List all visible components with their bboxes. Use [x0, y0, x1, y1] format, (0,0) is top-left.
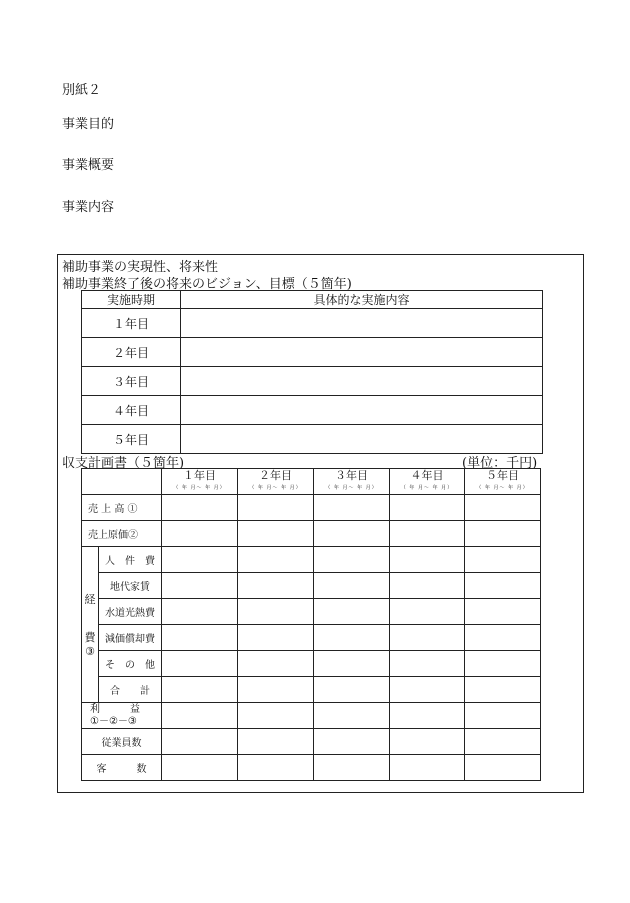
budget-cell[interactable] — [314, 755, 390, 781]
budget-period-note: （ 年 月～ 年 月） — [173, 485, 226, 491]
feasibility-title: 補助事業の実現性、将来性 — [62, 260, 219, 275]
budget-cell[interactable] — [314, 573, 390, 599]
budget-cell[interactable] — [390, 625, 465, 651]
budget-year-2 — [238, 469, 314, 495]
table-row — [82, 547, 541, 573]
budget-cell[interactable] — [162, 625, 238, 651]
budget-cell[interactable] — [390, 677, 465, 703]
vision-content-cell[interactable] — [181, 425, 543, 454]
table-row — [82, 573, 541, 599]
profit-line-2: ①－②－③ — [90, 715, 137, 727]
budget-year-3 — [314, 469, 390, 495]
budget-cell[interactable] — [465, 729, 541, 755]
attachment-label: 別紙２ — [62, 83, 102, 98]
budget-cell[interactable] — [390, 729, 465, 755]
budget-cell[interactable] — [238, 677, 314, 703]
budget-cell[interactable] — [162, 651, 238, 677]
vision-year-5: ５年目 — [82, 425, 181, 454]
budget-cell[interactable] — [314, 547, 390, 573]
budget-cell[interactable] — [465, 703, 541, 729]
budget-cell[interactable] — [238, 755, 314, 781]
budget-cell[interactable] — [314, 599, 390, 625]
budget-year-1 — [162, 469, 238, 495]
expense-char: 経 — [84, 593, 96, 606]
budget-cell[interactable] — [390, 521, 465, 547]
vision-year-4: ４年目 — [82, 396, 181, 425]
budget-cell[interactable] — [465, 599, 541, 625]
vision-col-period: 実施時期 — [82, 291, 181, 309]
budget-cell[interactable] — [314, 651, 390, 677]
budget-cell[interactable] — [314, 677, 390, 703]
budget-cell[interactable] — [314, 495, 390, 521]
table-row — [82, 425, 543, 454]
budget-cell[interactable] — [162, 677, 238, 703]
budget-sales-label: 売 上 高 ① — [82, 495, 162, 521]
budget-cell[interactable] — [162, 495, 238, 521]
budget-year-5 — [465, 469, 541, 495]
budget-period-note: （ 年 月～ 年 月） — [325, 485, 378, 491]
budget-year-label: ５年目 — [486, 469, 519, 482]
budget-year-label: ３年目 — [335, 469, 368, 482]
table-row — [82, 677, 541, 703]
table-row — [82, 495, 541, 521]
budget-cell[interactable] — [162, 547, 238, 573]
vision-title: 補助事業終了後の将来のビジョン、目標（５箇年) — [62, 277, 352, 292]
budget-cell[interactable] — [390, 651, 465, 677]
profit-line-1: 利 益 — [90, 703, 140, 715]
section-overview-heading: 事業概要 — [62, 158, 115, 173]
table-row — [82, 651, 541, 677]
budget-cell[interactable] — [465, 547, 541, 573]
section-content-heading: 事業内容 — [62, 200, 115, 215]
table-row — [82, 729, 541, 755]
budget-cell[interactable] — [390, 755, 465, 781]
budget-period-note: （ 年 月～ 年 月） — [400, 485, 454, 491]
budget-cell[interactable] — [390, 547, 465, 573]
budget-header-row — [82, 469, 541, 495]
budget-unit: (単位：千円) — [462, 456, 538, 471]
budget-expense-label: 減価償却費 — [99, 625, 162, 651]
vision-content-cell[interactable] — [181, 396, 543, 425]
budget-cell[interactable] — [314, 625, 390, 651]
budget-cell[interactable] — [238, 521, 314, 547]
budget-year-label: ４年目 — [410, 469, 444, 482]
budget-year-4 — [390, 469, 465, 495]
budget-cell[interactable] — [314, 521, 390, 547]
budget-cell[interactable] — [465, 625, 541, 651]
budget-cell[interactable] — [238, 651, 314, 677]
budget-table — [81, 468, 541, 781]
budget-corner-cell — [82, 469, 162, 495]
vision-content-cell[interactable] — [181, 338, 543, 367]
budget-cell[interactable] — [465, 755, 541, 781]
budget-cell[interactable] — [162, 573, 238, 599]
table-row — [82, 703, 541, 729]
table-row — [82, 599, 541, 625]
budget-profit-label — [82, 703, 162, 729]
vision-col-content: 具体的な実施内容 — [181, 291, 543, 309]
vision-year-2: ２年目 — [82, 338, 181, 367]
budget-cell[interactable] — [162, 703, 238, 729]
budget-period-note: （ 年 月～ 年 月） — [249, 485, 302, 491]
vision-content-cell[interactable] — [181, 367, 543, 396]
table-row — [82, 625, 541, 651]
vision-year-3: ３年目 — [82, 367, 181, 396]
budget-expense-label: 水道光熱費 — [99, 599, 162, 625]
budget-cell[interactable] — [314, 729, 390, 755]
budget-cell[interactable] — [238, 495, 314, 521]
budget-cell[interactable] — [162, 599, 238, 625]
budget-cell[interactable] — [314, 703, 390, 729]
budget-cell[interactable] — [238, 599, 314, 625]
budget-cell[interactable] — [390, 703, 465, 729]
budget-expense-label: 地代家賃 — [99, 573, 162, 599]
budget-cell[interactable] — [465, 495, 541, 521]
budget-title: 収支計画書（５箇年) — [62, 456, 185, 471]
budget-expense-label: 合 計 — [99, 677, 162, 703]
budget-cell[interactable] — [238, 729, 314, 755]
budget-expense-label: 人 件 費 — [99, 547, 162, 573]
budget-cell[interactable] — [465, 651, 541, 677]
budget-year-label: ２年目 — [259, 469, 292, 482]
table-row — [82, 309, 543, 338]
vision-content-cell[interactable] — [181, 309, 543, 338]
budget-expense-label: そ の 他 — [99, 651, 162, 677]
table-row — [82, 755, 541, 781]
budget-cell[interactable] — [465, 677, 541, 703]
table-row — [82, 338, 543, 367]
vision-year-1: １年目 — [82, 309, 181, 338]
table-row — [82, 396, 543, 425]
budget-employees-label: 従業員数 — [82, 729, 162, 755]
budget-customers-label: 客 数 — [82, 755, 162, 781]
budget-cost-label: 売上原価② — [82, 521, 162, 547]
section-purpose-heading: 事業目的 — [62, 117, 115, 132]
budget-period-note: （ 年 月～ 年 月） — [476, 485, 529, 491]
budget-cell[interactable] — [162, 755, 238, 781]
budget-cell[interactable] — [465, 521, 541, 547]
budget-cell[interactable] — [238, 547, 314, 573]
budget-cell[interactable] — [162, 729, 238, 755]
budget-expense-group-label — [82, 547, 99, 703]
budget-cell[interactable] — [238, 573, 314, 599]
budget-cell[interactable] — [238, 625, 314, 651]
table-row — [82, 521, 541, 547]
budget-cell[interactable] — [390, 599, 465, 625]
table-row — [82, 367, 543, 396]
budget-year-label: １年目 — [183, 469, 216, 482]
expense-char: 費 — [84, 631, 96, 644]
budget-cell[interactable] — [390, 573, 465, 599]
vision-table — [81, 290, 543, 454]
budget-cell[interactable] — [162, 521, 238, 547]
budget-cell[interactable] — [238, 703, 314, 729]
budget-cell[interactable] — [390, 495, 465, 521]
expense-char: ③ — [85, 645, 95, 658]
budget-cell[interactable] — [465, 573, 541, 599]
vision-header-row — [82, 291, 543, 309]
